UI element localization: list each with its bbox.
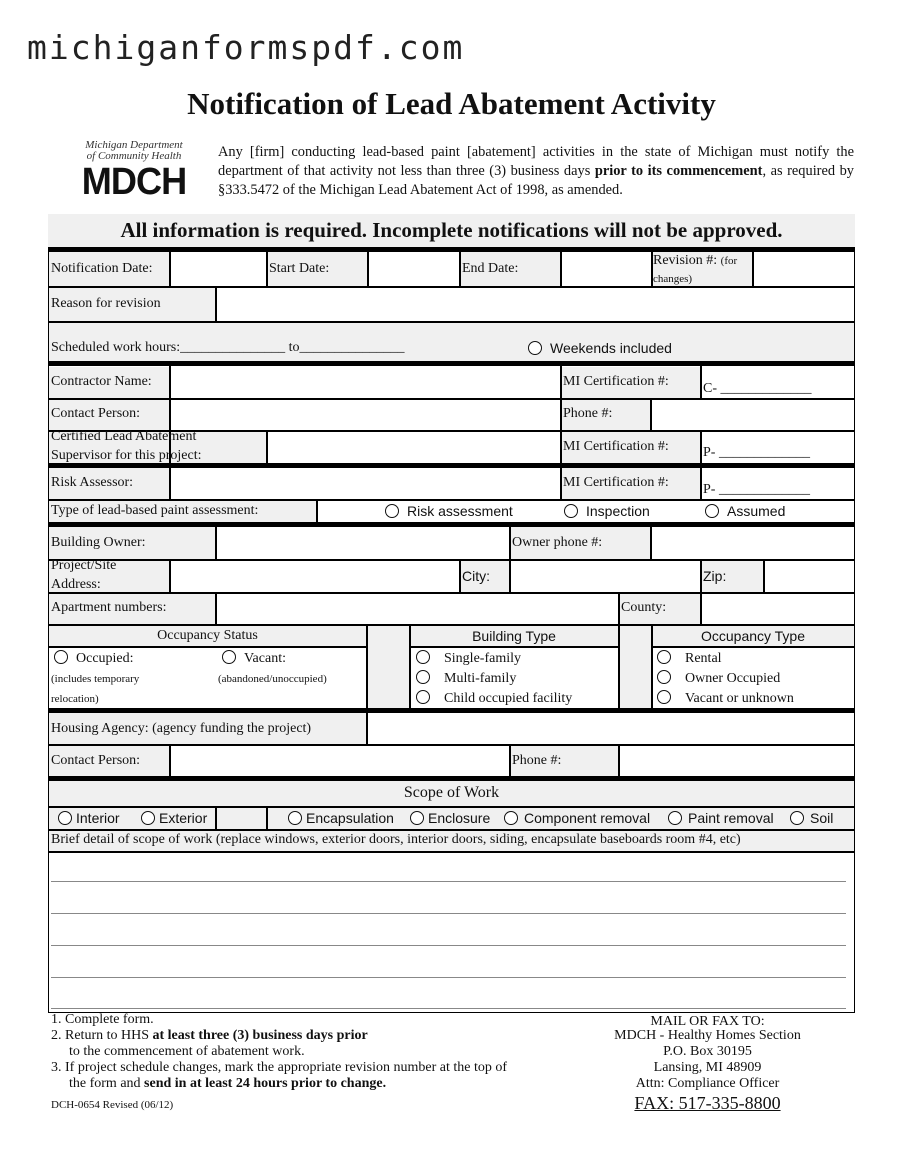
mail-heading: MAIL OR FAX TO: xyxy=(650,1014,765,1029)
site-watermark: michiganformspdf.com xyxy=(27,28,465,67)
reason-field[interactable] xyxy=(217,289,852,319)
single-family-radio[interactable] xyxy=(416,650,430,664)
reason-label: Reason for revision xyxy=(51,296,161,311)
footer-step1: 1. Complete form. xyxy=(51,1012,154,1027)
mail-section: MDCH - Healthy Homes Section xyxy=(614,1028,801,1043)
footer-step3: 3. If project schedule changes, mark the appropriate revision number at the top of xyxy=(51,1060,508,1075)
apartment-label: Apartment numbers: xyxy=(51,600,167,615)
enclosure-option[interactable]: Enclosure xyxy=(410,810,490,826)
contact-person-field-2[interactable] xyxy=(171,746,507,774)
paint-removal-radio[interactable] xyxy=(668,811,682,825)
risk-assessment-option[interactable]: Risk assessment xyxy=(385,503,513,519)
start-date-label: Start Date: xyxy=(269,261,330,276)
inspection-option[interactable]: Inspection xyxy=(564,503,650,519)
exterior-option[interactable]: Exterior xyxy=(141,810,207,826)
multi-family-radio[interactable] xyxy=(416,670,430,684)
footer-step2-cont: to the commencement of abatement work. xyxy=(69,1044,305,1059)
owner-phone-label: Owner phone #: xyxy=(512,535,603,550)
mail-pobox: P.O. Box 30195 xyxy=(663,1044,752,1059)
intro-text: Any [firm] conducting lead-based paint [abatement] activities in the state of Michigan must notify the department of that activity not less than three (3) business days prior to its commencement, as required by §333.5472 of the Michigan Lead Abatement Act of 1998, as amended. xyxy=(218,144,854,198)
assumed-option[interactable]: Assumed xyxy=(705,503,785,519)
project-address-label-2: Address: xyxy=(51,577,101,592)
encapsulation-radio[interactable] xyxy=(288,811,302,825)
occupied-note-2: relocation) xyxy=(51,693,99,705)
work-hours-label: Scheduled work hours:_______________ to_______________ xyxy=(51,340,405,355)
cert-c-field[interactable]: C- _____________ xyxy=(703,381,812,396)
mail-city: Lansing, MI 48909 xyxy=(653,1060,762,1075)
occupied-option[interactable]: Occupied: xyxy=(54,650,134,667)
child-facility-option[interactable]: Child occupied facility xyxy=(416,690,572,707)
brief-detail-label: Brief detail of scope of work (replace windows, exterior doors, interior doors, siding, encapsulate baseboards room #4, etc) xyxy=(51,832,741,847)
child-facility-radio[interactable] xyxy=(416,690,430,704)
mail-attn: Attn: Compliance Officer xyxy=(635,1076,780,1091)
logo-line1: Michigan Department xyxy=(85,139,183,151)
project-address-label: Project/Site xyxy=(51,558,117,573)
building-type-heading: Building Type xyxy=(472,628,556,644)
logo-acronym: MDCH xyxy=(81,161,187,203)
revision-label: Revision #: (for xyxy=(653,253,738,268)
phone-label: Phone #: xyxy=(563,406,613,421)
vacant-note: (abandoned/unoccupied) xyxy=(218,673,327,685)
cert-p-field[interactable]: P- _____________ xyxy=(703,445,810,460)
mi-cert-label-3: MI Certification #: xyxy=(563,475,669,490)
contractor-field[interactable] xyxy=(171,368,558,396)
city-label: City: xyxy=(462,568,490,584)
risk-assessment-radio[interactable] xyxy=(385,504,399,518)
vacant-unknown-option[interactable]: Vacant or unknown xyxy=(657,690,794,707)
end-date-label: End Date: xyxy=(462,261,519,276)
enclosure-radio[interactable] xyxy=(410,811,424,825)
occupied-note: (includes temporary xyxy=(51,673,140,685)
interior-radio[interactable] xyxy=(58,811,72,825)
brief-detail-field[interactable] xyxy=(50,853,853,1011)
revision-field[interactable] xyxy=(754,254,852,284)
occupied-radio[interactable] xyxy=(54,650,68,664)
component-removal-option[interactable]: Component removal xyxy=(504,810,650,826)
required-banner: All information is required. Incomplete notifications will not be approved. xyxy=(48,214,855,247)
exterior-radio[interactable] xyxy=(141,811,155,825)
soil-option[interactable]: Soil xyxy=(790,810,833,826)
soil-radio[interactable] xyxy=(790,811,804,825)
logo-line2: of Community Health xyxy=(86,150,182,162)
city-field[interactable] xyxy=(511,561,698,590)
interior-option[interactable]: Interior xyxy=(58,810,120,826)
contractor-label: Contractor Name: xyxy=(51,374,152,389)
risk-assessor-label: Risk Assessor: xyxy=(51,475,134,490)
zip-field[interactable] xyxy=(765,561,852,590)
revision-note: changes) xyxy=(653,273,693,285)
inspection-radio[interactable] xyxy=(564,504,578,518)
mi-cert-label: MI Certification #: xyxy=(563,374,669,389)
county-label: County: xyxy=(621,600,667,615)
owner-occupied-radio[interactable] xyxy=(657,670,671,684)
paint-removal-option[interactable]: Paint removal xyxy=(668,810,774,826)
occupancy-type-heading: Occupancy Type xyxy=(700,628,806,644)
supervisor-field[interactable] xyxy=(268,432,558,461)
phone-label-2: Phone #: xyxy=(512,753,562,768)
mdch-logo xyxy=(78,140,190,208)
end-date-field[interactable] xyxy=(562,254,649,284)
weekends-radio[interactable] xyxy=(528,341,542,355)
footer-step2: 2. Return to HHS at least three (3) business days prior xyxy=(51,1028,368,1043)
vacant-radio[interactable] xyxy=(222,650,236,664)
vacant-option[interactable]: Vacant: xyxy=(222,650,286,667)
rental-radio[interactable] xyxy=(657,650,671,664)
contact-person-label-2: Contact Person: xyxy=(51,753,141,768)
notification-date-label: Notification Date: xyxy=(51,261,153,276)
occupancy-status-heading: Occupancy Status xyxy=(157,628,258,643)
building-owner-field[interactable] xyxy=(217,528,507,557)
phone-field-2[interactable] xyxy=(620,746,852,774)
page-title: Notification of Lead Abatement Activity xyxy=(187,86,716,121)
contact-person-field[interactable] xyxy=(171,400,558,428)
single-family-option[interactable]: Single-family xyxy=(416,650,521,667)
phone-field[interactable] xyxy=(652,400,852,428)
rental-option[interactable]: Rental xyxy=(657,650,722,667)
supervisor-label: Certified Lead Abatement xyxy=(51,429,197,444)
project-address-field[interactable] xyxy=(171,561,457,590)
cert-p-field-2[interactable]: P- _____________ xyxy=(703,482,810,497)
housing-agency-label: Housing Agency: (agency funding the project) xyxy=(51,721,312,736)
component-removal-radio[interactable] xyxy=(504,811,518,825)
owner-occupied-option[interactable]: Owner Occupied xyxy=(657,670,780,687)
weekends-option[interactable]: Weekends included xyxy=(528,340,672,356)
zip-label: Zip: xyxy=(703,568,727,584)
notification-date-field[interactable] xyxy=(171,254,264,284)
start-date-field[interactable] xyxy=(369,254,457,284)
housing-agency-field[interactable] xyxy=(368,714,852,742)
form-id: DCH-0654 Revised (06/12) xyxy=(51,1099,174,1111)
risk-assessor-field[interactable] xyxy=(171,469,558,497)
mi-cert-label-2: MI Certification #: xyxy=(563,439,669,454)
fax-number: FAX: 517-335-8800 xyxy=(634,1093,781,1113)
county-field[interactable] xyxy=(702,594,852,622)
assessment-type-label: Type of lead-based paint assessment: xyxy=(51,503,259,518)
supervisor-label-2: Supervisor for this project: xyxy=(51,448,202,463)
multi-family-option[interactable]: Multi-family xyxy=(416,670,516,687)
vacant-unknown-radio[interactable] xyxy=(657,690,671,704)
contact-person-label: Contact Person: xyxy=(51,406,141,421)
owner-phone-field[interactable] xyxy=(652,528,852,557)
apartment-field[interactable] xyxy=(217,594,616,622)
building-owner-label: Building Owner: xyxy=(51,535,146,550)
assumed-radio[interactable] xyxy=(705,504,719,518)
scope-heading: Scope of Work xyxy=(403,784,500,801)
footer-step3-cont: the form and send in at least 24 hours prior to change. xyxy=(69,1076,387,1091)
encapsulation-option[interactable]: Encapsulation xyxy=(288,810,394,826)
